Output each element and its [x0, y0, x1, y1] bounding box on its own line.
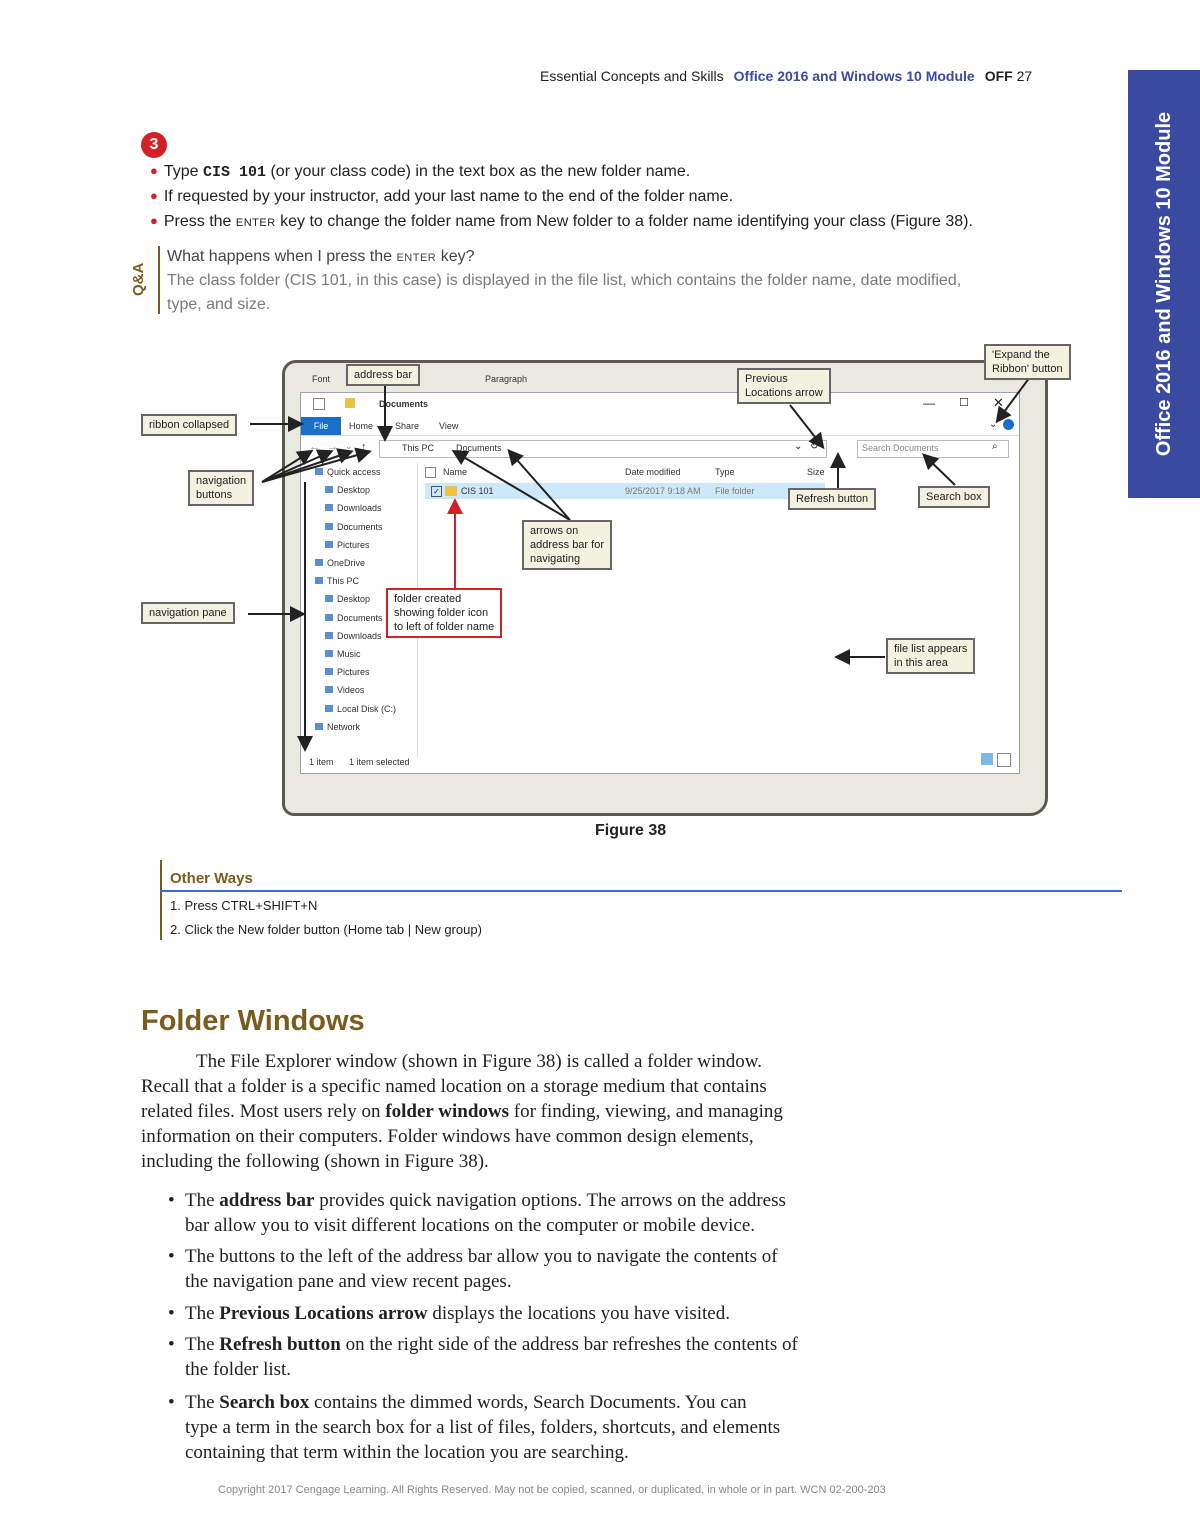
callout-refresh-button: Refresh button [788, 488, 876, 510]
column-type[interactable]: Type [715, 467, 735, 477]
callout-search-box: Search box [918, 486, 990, 508]
tab-file[interactable]: File [301, 417, 341, 435]
callout-address-arrows: arrows on address bar for navigating [522, 520, 612, 570]
callout-navigation-pane: navigation pane [141, 602, 235, 624]
nav-item-label: Downloads [337, 503, 382, 514]
list-item: The Refresh button on the right side of the address bar refreshes the contents of [185, 1334, 798, 1355]
up-icon[interactable]: ↑ [361, 441, 367, 453]
nav-item-label: Documents [337, 612, 383, 623]
previous-locations-arrow-icon[interactable]: ⌄ [794, 441, 803, 452]
previous-locations-pointer [790, 405, 822, 446]
list-bullet-icon: • [168, 1190, 175, 1211]
callout-expand-ribbon: 'Expand the Ribbon' button [984, 344, 1071, 380]
nav-item-label: Quick access [327, 467, 381, 477]
maximize-icon[interactable]: ☐ [959, 397, 969, 409]
row-checkbox[interactable]: ✓ [431, 486, 442, 497]
behind-font-label: Font [312, 374, 331, 384]
other-ways-title: Other Ways [170, 870, 253, 887]
qa-answer: type, and size. [167, 296, 271, 313]
breadcrumb-documents[interactable]: Documents [456, 443, 502, 453]
list-item: The buttons to the left of the address bar allow you to navigate the contents of [185, 1246, 778, 1267]
row-date: 9/25/2017 9:18 AM [625, 486, 701, 496]
search-box-pointer [925, 456, 955, 485]
nav-item-label: Downloads [337, 630, 382, 641]
callout-ribbon-collapsed: ribbon collapsed [141, 414, 237, 436]
list-item: The Previous Locations arrow displays the locations you have visited. [185, 1303, 730, 1324]
list-item-continued: containing that term within the location you are searching. [185, 1442, 629, 1463]
step-number-badge: 3 [141, 132, 167, 158]
other-ways-item: 1. Press CTRL+SHIFT+N [170, 898, 318, 913]
other-ways-rule [160, 860, 162, 940]
section-title: Folder Windows [141, 1005, 365, 1037]
list-item: The Search box contains the dimmed words, Search Documents. You can [185, 1392, 747, 1413]
tab-view[interactable]: View [439, 421, 459, 431]
row-type: File folder [715, 486, 755, 496]
paragraph-line: The File Explorer window (shown in Figure 38) is called a folder window. [196, 1051, 763, 1072]
chapter-title: Essential Concepts and Skills [540, 68, 724, 84]
recent-locations-icon[interactable]: ⌄ [345, 441, 353, 451]
other-ways-item: 2. Click the New folder button (Home tab | New group) [170, 922, 482, 937]
paragraph-line: Recall that a folder is a specific named location on a storage medium that contains [141, 1076, 767, 1097]
page-number: 27 [1016, 68, 1033, 84]
list-item-continued: the navigation pane and view recent pages. [185, 1271, 512, 1292]
tab-home[interactable]: Home [349, 421, 374, 431]
arrows-pointer [510, 452, 570, 520]
nav-button-arrow [262, 452, 310, 482]
nav-item-label: Local Disk (C:) [337, 703, 397, 714]
nav-item-label: Videos [337, 685, 365, 696]
nav-item-label: Documents [337, 521, 383, 532]
paragraph-line: information on their computers. Folder windows have common design elements, [141, 1126, 754, 1147]
other-ways-divider [160, 890, 1122, 892]
minimize-icon[interactable]: — [923, 396, 935, 410]
step-bullet: ● Type CIS 101 (or your class code) in the text box as the new folder name. [150, 163, 691, 181]
step-bullet: ● If requested by your instructor, add your last name to the end of the folder name. [150, 188, 734, 205]
callout-file-list: file list appears in this area [886, 638, 975, 674]
window-title: Documents [379, 399, 429, 409]
paragraph-line: including the following (shown in Figure 38). [141, 1151, 489, 1172]
nav-item-label: Desktop [337, 594, 371, 605]
side-tab-label: Office 2016 and Windows 10 Module [1153, 111, 1175, 457]
list-bullet-icon: • [168, 1303, 175, 1324]
forward-icon[interactable]: → [327, 441, 338, 453]
column-date-modified[interactable]: Date modified [625, 467, 681, 477]
nav-item-label: Pictures [337, 667, 370, 678]
arrows-pointer [455, 452, 570, 520]
status-selected: 1 item selected [349, 757, 410, 767]
figure-caption: Figure 38 [595, 822, 667, 839]
callout-folder-created: folder created showing folder icon to left of folder name [386, 588, 502, 638]
qa-answer: The class folder (CIS 101, in this case) is displayed in the file list, which contains the folder name, date modified, [167, 272, 962, 289]
nav-item-label: Pictures [337, 539, 370, 550]
nav-item-label: OneDrive [327, 558, 366, 568]
expand-ribbon-pointer [998, 377, 1030, 420]
nav-item-label: Music [337, 649, 361, 659]
search-placeholder: Search Documents [862, 443, 939, 453]
refresh-icon[interactable]: ↻ [810, 441, 819, 452]
callout-address-bar: address bar [346, 364, 420, 386]
column-size[interactable]: Size [807, 467, 825, 477]
callout-previous-locations: Previous Locations arrow [737, 368, 831, 404]
column-name[interactable]: Name [443, 467, 468, 477]
paragraph-line: related files. Most users rely on folder windows for finding, viewing, and managing [141, 1101, 783, 1122]
nav-button-arrow [262, 452, 368, 482]
close-icon[interactable]: ✕ [993, 395, 1004, 410]
list-item-continued: bar allow you to visit different locations on the computer or mobile device. [185, 1215, 756, 1236]
page-prefix: OFF [984, 68, 1013, 84]
bullet-dot-icon: ● [150, 213, 158, 228]
list-item-continued: type a term in the search box for a list of files, folders, shortcuts, and elements [185, 1417, 781, 1438]
qa-question: What happens when I press the ENTER key? [167, 248, 475, 265]
search-icon: ⌕ [992, 441, 998, 452]
bullet-dot-icon: ● [150, 188, 158, 203]
copyright-footer: Copyright 2017 Cengage Learning. All Rights Reserved. May not be copied, scanned, or duplicated, in whole or in part. WCN 02-200-203 [218, 1484, 886, 1496]
back-icon[interactable]: ← [309, 441, 320, 453]
nav-item-label: This PC [327, 576, 360, 587]
status-item-count: 1 item [309, 757, 334, 767]
tab-share[interactable]: Share [395, 421, 420, 431]
list-bullet-icon: • [168, 1246, 175, 1267]
breadcrumb-this-pc[interactable]: This PC [402, 443, 435, 453]
qa-label: Q&A [130, 262, 147, 296]
list-item-continued: the folder list. [185, 1359, 292, 1380]
module-title: Office 2016 and Windows 10 Module [733, 68, 975, 84]
list-bullet-icon: • [168, 1334, 175, 1355]
expand-ribbon-icon[interactable]: ⌄ [989, 419, 998, 430]
row-name: CIS 101 [461, 486, 494, 496]
behind-paragraph-label: Paragraph [485, 374, 528, 384]
list-item: The address bar provides quick navigation options. The arrows on the address [185, 1190, 786, 1211]
callout-navigation-buttons: navigation buttons [188, 470, 254, 506]
bullet-dot-icon: ● [150, 163, 158, 178]
list-bullet-icon: • [168, 1392, 175, 1413]
nav-item-label: Desktop [337, 485, 371, 496]
nav-item-label: Network [327, 721, 361, 732]
step-bullet: ● Press the ENTER key to change the folder name from New folder to a folder name identifying your class (Figure 38). [150, 213, 973, 230]
